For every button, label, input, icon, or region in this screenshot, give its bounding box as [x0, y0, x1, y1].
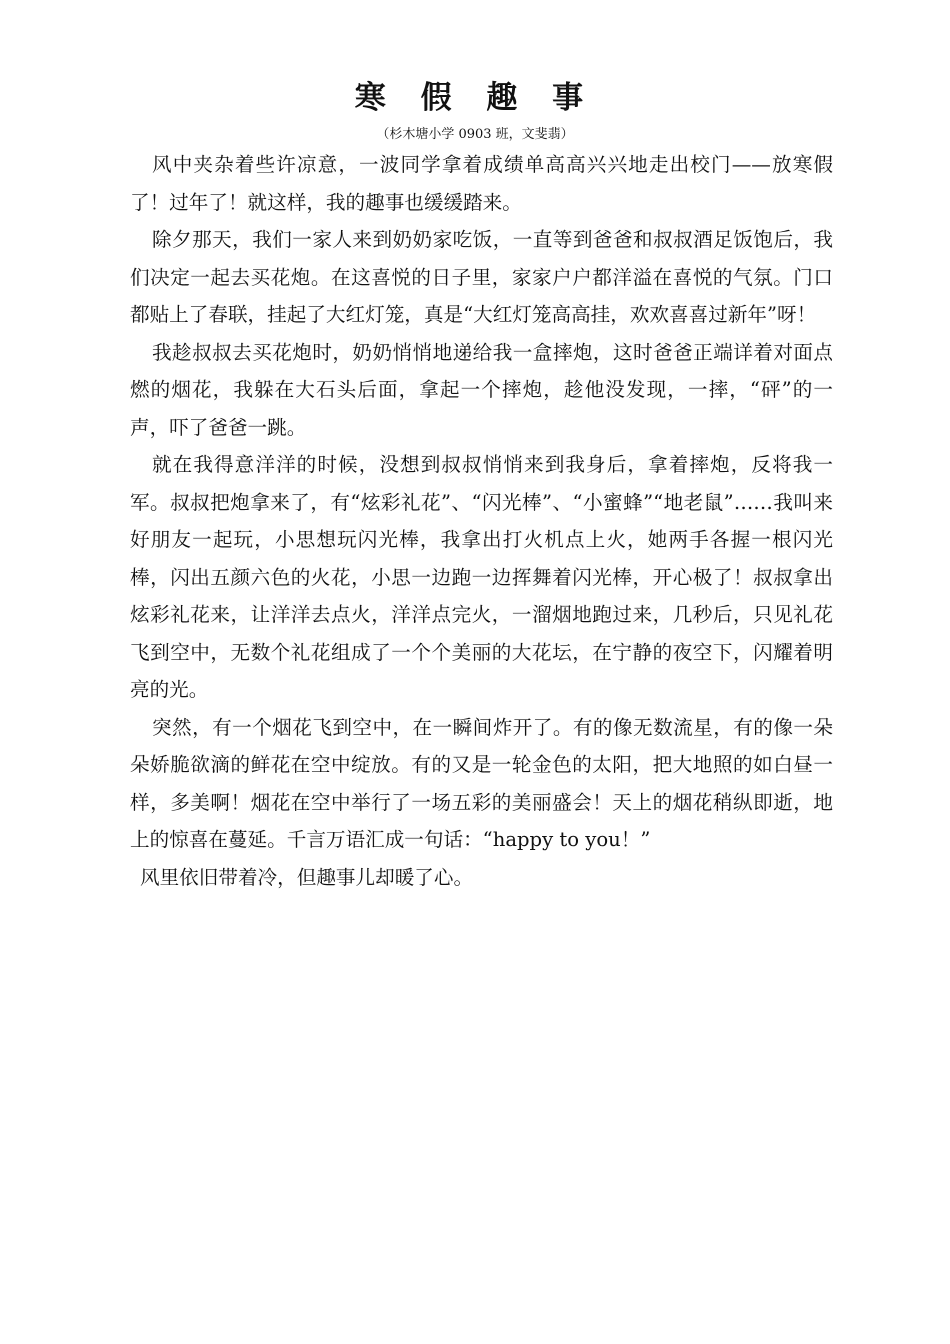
closing-paragraph: 风里依旧带着冷，但趣事儿却暖了心。 [140, 865, 474, 889]
paragraph-1: 风中夹杂着些许凉意，一波同学拿着成绩单高高兴兴地走出校门——放寒假了！过年了！就这样，我的趣事也缓缓踏来。 [130, 153, 833, 214]
paragraph-5: 突然，有一个烟花飞到空中，在一瞬间炸开了。有的像无数流星，有的像一朵朵娇脆欲滴的鲜花在空中绽放。有的又是一轮金色的太阳，把大地照的如白昼一样，多美啊！烟花在空中举行了一场五彩的美丽盛会！天上的烟花稍纵即逝，地上的惊喜在蔓延。千言万语汇成一句话：“happy to you！” [130, 715, 833, 851]
paragraph-3: 我趁叔叔去买花炮时，奶奶悄悄地递给我一盒摔炮，这时爸爸正端详着对面点燃的烟花，我躲在大石头后面，拿起一个摔炮，趁他没发现，一摔，“砰”的一声，吓了爸爸一跳。 [130, 340, 833, 439]
paragraph-4: 就在我得意洋洋的时候，没想到叔叔悄悄来到我身后，拿着摔炮，反将我一军。叔叔把炮拿来了，有“炫彩礼花”、“闪光棒”、“小蜜蜂”“地老鼠”……我叫来好朋友一起玩，小思想玩闪光棒，我拿出打火机点上火，她两手各握一根闪光棒，闪出五颜六色的火花，小思一边跑一边挥舞着闪光棒，开心极了！叔叔拿出炫彩礼花来，让洋洋去点火，洋洋点完火，一溜烟地跑过来，几秒后，只见礼花飞到空中，无数个礼花组成了一个个美丽的大花坛，在宁静的夜空下，闪耀着明亮的光。 [130, 453, 833, 701]
paragraph-2: 除夕那天，我们一家人来到奶奶家吃饭，一直等到爸爸和叔叔酒足饭饱后，我们决定一起去买花炮。在这喜悦的日子里，家家户户都洋溢在喜悦的气氛。门口都贴上了春联，挂起了大红灯笼，真是“大红灯笼高高挂，欢欢喜喜过新年”呀！ [130, 228, 833, 326]
author-byline: （杉木塘小学 0903 班，文斐翡） [376, 127, 574, 142]
essay-body [130, 146, 833, 896]
essay-title: 寒 假 趣 事 [354, 80, 596, 116]
